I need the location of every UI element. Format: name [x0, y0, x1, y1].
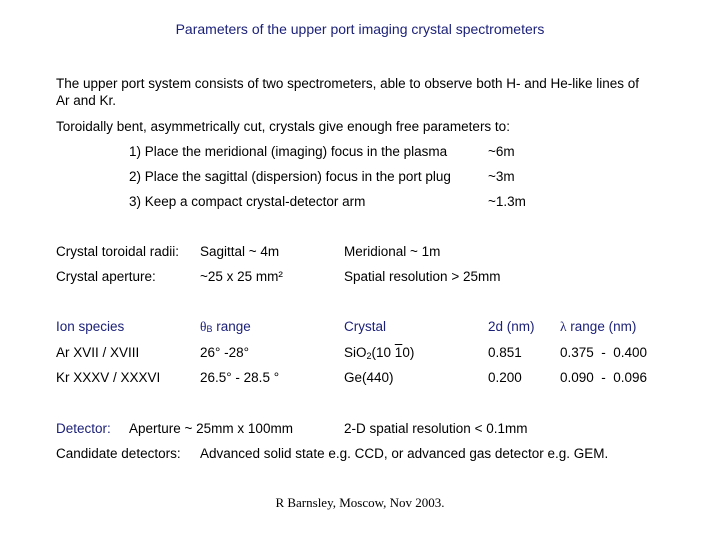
detector-resolution: 2-D spatial resolution < 0.1mm — [344, 421, 528, 436]
header-theta-range — [200, 320, 251, 334]
crystal-miller-start: (10 — [371, 345, 395, 360]
lambda-range-text: range (nm) — [566, 319, 637, 334]
row-kr-crystal: Ge(440) — [344, 370, 394, 385]
crystal-sio: SiO — [344, 345, 367, 360]
aperture-label: Crystal aperture: — [56, 269, 156, 284]
row-kr-lambda: 0.090 - 0.096 — [560, 370, 648, 385]
row-ar-theta: 26° -28° — [200, 345, 250, 360]
row-ar-crystal — [344, 346, 414, 360]
radii-label: Crystal toroidal radii: — [56, 244, 180, 259]
crystal-miller-end: 0) — [402, 345, 415, 360]
theta-range-text: range — [212, 319, 251, 334]
item-2-text: 2) Place the sagittal (dispersion) focus in the port plug — [129, 169, 451, 184]
candidates-label: Candidate detectors: — [56, 446, 181, 461]
item-3-value: ~1.3m — [488, 194, 526, 209]
radii-sagittal: Sagittal ~ 4m — [200, 244, 280, 259]
item-3-text: 3) Keep a compact crystal-detector arm — [129, 194, 366, 209]
lambda-symbol: λ — [560, 319, 567, 334]
item-1-text: 1) Place the meridional (imaging) focus in the plasma — [129, 144, 448, 159]
header-crystal: Crystal — [344, 319, 387, 334]
detector-aperture: Aperture ~ 25mm x 100mm — [129, 421, 293, 436]
candidates-value: Advanced solid state e.g. CCD, or advanced gas detector e.g. GEM. — [200, 446, 609, 461]
detector-label: Detector: — [56, 421, 111, 436]
theta-subscript: B — [206, 324, 213, 334]
header-lambda-range — [560, 320, 636, 334]
footer-credit: R Barnsley, Moscow, Nov 2003. — [275, 495, 445, 510]
theta-symbol: θ — [200, 319, 207, 334]
spatial-resolution: Spatial resolution > 25mm — [344, 269, 501, 284]
row-kr-ion: Kr XXXV / XXXVI — [56, 370, 161, 385]
header-2d: 2d (nm) — [488, 319, 535, 334]
item-2-value: ~3m — [488, 169, 515, 184]
row-kr-theta: 26.5° - 28.5 ° — [200, 370, 280, 385]
aperture-value: ~25 x 25 mm² — [200, 269, 283, 284]
page-title: Parameters of the upper port imaging crystal spectrometers — [175, 21, 545, 37]
crystal-miller-bar: 1 — [394, 345, 403, 360]
intro-line-2: Ar and Kr. — [56, 93, 117, 108]
item-1-value: ~6m — [488, 144, 515, 159]
row-ar-2d: 0.851 — [488, 345, 522, 360]
header-ion-species: Ion species — [56, 319, 125, 334]
crystal-sio-sub: 2 — [366, 351, 372, 361]
row-ar-lambda: 0.375 - 0.400 — [560, 345, 648, 360]
row-ar-ion: Ar XVII / XVIII — [56, 345, 140, 360]
radii-meridional: Meridional ~ 1m — [344, 244, 441, 259]
intro-line-1: The upper port system consists of two spectrometers, able to observe both H- and He-like lines of — [56, 76, 640, 91]
toroidal-intro: Toroidally bent, asymmetrically cut, crystals give enough free parameters to: — [56, 119, 510, 134]
row-kr-2d: 0.200 — [488, 370, 522, 385]
